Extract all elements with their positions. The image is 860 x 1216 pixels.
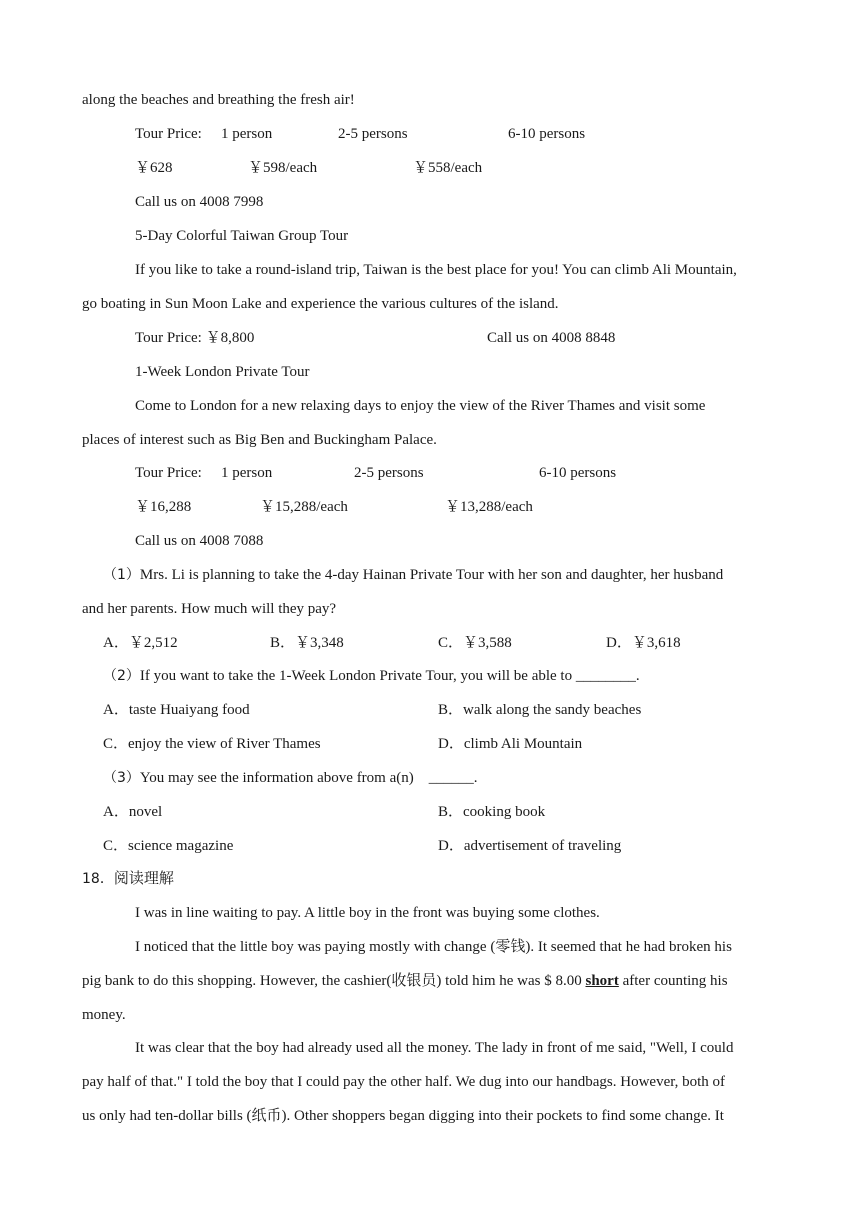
price-label: Tour Price: [135,126,202,142]
section-18-heading [82,869,174,889]
price-col3-value: ￥13,288/each [445,499,533,515]
taiwan-phone: Call us on 4008 8848 [487,330,616,346]
passage-paragraph-2-end: money. [82,1007,126,1023]
option-c[interactable]: C．￥3,588 [438,635,512,651]
option-a[interactable]: A．taste Huaiyang food [103,702,250,718]
question-3-stem [103,768,478,788]
price-col2-head: 2-5 persons [338,126,408,142]
question-text: Mrs. Li is planning to take the 4-day Hainan Private Tour with her son and daughter, her husband [139,567,724,583]
question-1-stem-cont: and her parents. How much will they pay? [82,601,337,617]
price-col1-value: ￥628 [135,160,173,176]
question-text: If you want to take the 1-Week London Private Tour, you will be able to ________. [139,668,640,684]
underlined-word: short [585,973,619,989]
price-col2-value: ￥598/each [248,160,318,176]
passage-paragraph-3-cont: pay half of that." I told the boy that I could pay the other half. We dug into our handbags. However, both of [82,1074,726,1090]
london-description: Come to London for a new relaxing days to enjoy the view of the River Thames and visit some [135,398,706,414]
passage-paragraph-2: I noticed that the little boy was paying mostly with change (零钱). It seemed that he had broken his [135,939,732,955]
option-a[interactable]: A．￥2,512 [103,635,178,651]
option-b[interactable]: B．cooking book [438,804,546,820]
passage-paragraph-3-cont: us only had ten-dollar bills (纸币). Other shoppers began digging into their pockets to find some change. It [82,1108,724,1124]
london-phone: Call us on 4008 7088 [135,533,264,549]
price-label: Tour Price: [135,465,202,481]
option-b[interactable]: B．￥3,348 [270,635,344,651]
passage-paragraph-2-cont [82,971,728,991]
price-col1-head: 1 person [221,126,273,142]
option-d[interactable]: D．advertisement of traveling [438,838,622,854]
hainan-phone: Call us on 4008 7998 [135,194,264,210]
question-number: （1） [103,567,140,583]
option-b[interactable]: B．walk along the sandy beaches [438,702,642,718]
text-run: pig bank to do this shopping. However, the cashier(收银员) told him he was $ 8.00 [82,973,586,989]
price-col2-head: 2-5 persons [354,465,424,481]
taiwan-description-cont: go boating in Sun Moon Lake and experience the various cultures of the island. [82,296,559,312]
price-col1-value: ￥16,288 [135,499,192,515]
option-a[interactable]: A．novel [103,804,163,820]
price-col2-value: ￥15,288/each [260,499,348,515]
taiwan-price: Tour Price: ￥8,800 [135,330,255,346]
question-text: You may see the information above from a(n) ______. [139,770,478,786]
price-col1-head: 1 person [221,465,273,481]
london-tour-title: 1-Week London Private Tour [135,364,310,380]
question-2-stem [103,666,640,686]
section-number: 18． [82,871,114,887]
passage-line: along the beaches and breathing the fresh air! [82,92,355,108]
price-col3-value: ￥558/each [413,160,483,176]
option-d[interactable]: D．￥3,618 [606,635,681,651]
option-c[interactable]: C．science magazine [103,838,234,854]
question-number: （3） [103,770,140,786]
passage-paragraph-1: I was in line waiting to pay. A little boy in the front was buying some clothes. [135,905,600,921]
option-d[interactable]: D．climb Ali Mountain [438,736,583,752]
question-number: （2） [103,668,140,684]
text-run: after counting his [618,973,728,989]
passage-paragraph-3: It was clear that the boy had already used all the money. The lady in front of me said, "Well, I could [135,1040,734,1056]
section-title: 阅读理解 [113,871,174,887]
price-col3-head: 6-10 persons [539,465,617,481]
taiwan-description: If you like to take a round-island trip, Taiwan is the best place for you! You can climb Ali Mountain, [135,262,737,278]
question-1-stem [103,565,723,585]
taiwan-tour-title: 5-Day Colorful Taiwan Group Tour [135,228,349,244]
option-c[interactable]: C．enjoy the view of River Thames [103,736,321,752]
london-description-cont: places of interest such as Big Ben and Buckingham Palace. [82,432,437,448]
price-col3-head: 6-10 persons [508,126,586,142]
